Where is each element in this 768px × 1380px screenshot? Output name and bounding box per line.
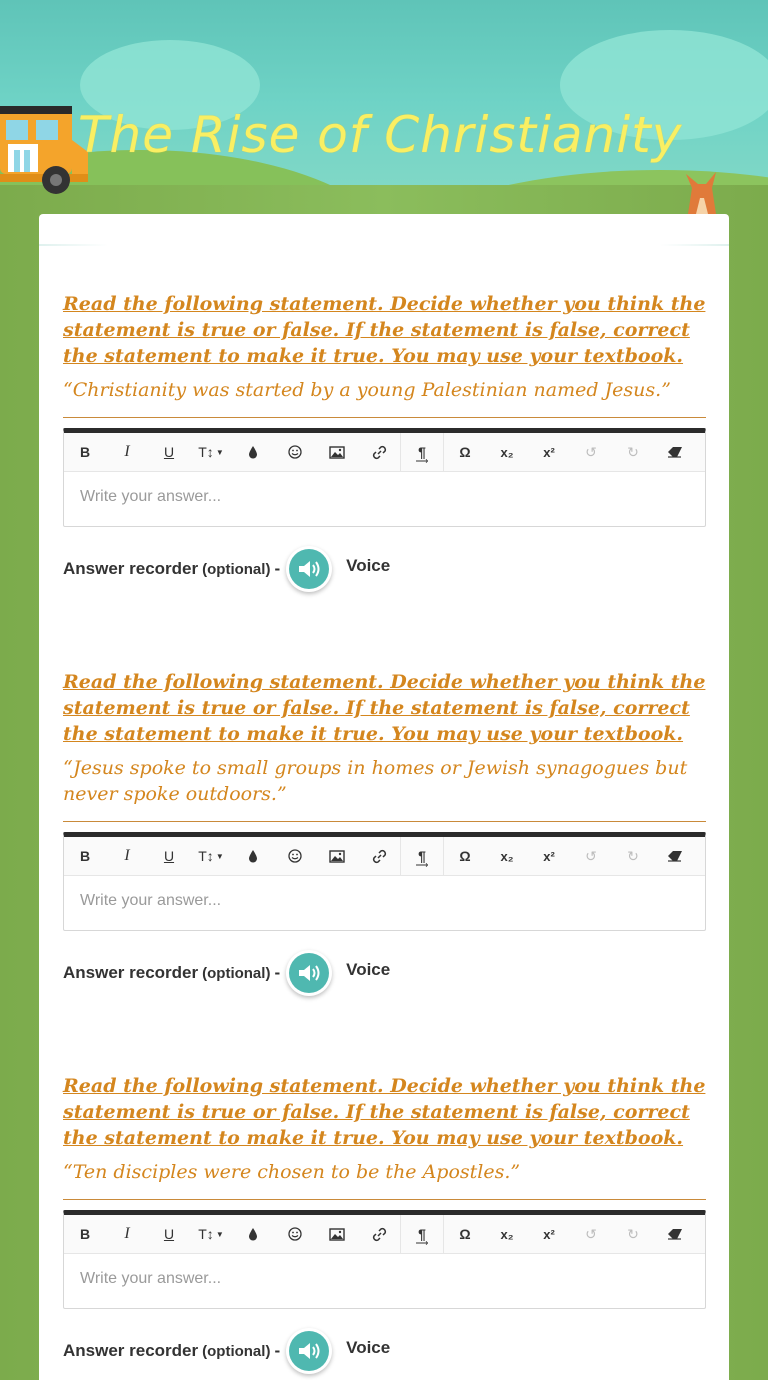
text-size-icon[interactable] — [190, 837, 232, 876]
paragraph-label: ¶ — [418, 444, 426, 460]
recorder-dash: - — [274, 559, 281, 578]
question-2 — [63, 669, 706, 996]
voice-record-button[interactable] — [286, 546, 332, 592]
answer-input[interactable]: Write your answer... — [80, 892, 222, 909]
question-3 — [63, 1073, 706, 1374]
underline-icon[interactable]: U — [163, 444, 175, 460]
speaker-icon — [289, 953, 329, 993]
emoji-icon[interactable] — [274, 433, 316, 472]
superscript-icon[interactable]: x² — [543, 1226, 555, 1242]
answer-input[interactable]: Write your answer... — [80, 488, 222, 505]
answer-recorder — [63, 950, 706, 996]
recorder-label: Answer recorder — [63, 559, 199, 578]
link-icon[interactable] — [358, 837, 400, 876]
bold-icon[interactable]: B — [79, 1226, 91, 1242]
subscript-icon[interactable]: x₂ — [500, 1226, 514, 1242]
question-instruction: Read the following statement. Decide whether you think the statement is true or false. If the statement is false, correct the statement to make it true. You may use your textbook. — [63, 293, 706, 367]
superscript-icon[interactable]: x² — [543, 848, 555, 864]
speaker-icon — [289, 1331, 329, 1371]
undo-icon[interactable]: ↺ — [585, 847, 597, 864]
recorder-optional: (optional) — [202, 964, 271, 982]
answer-input[interactable]: Write your answer... — [80, 1270, 222, 1287]
undo-icon[interactable]: ↺ — [585, 443, 597, 460]
undo-icon[interactable]: ↺ — [585, 1225, 597, 1242]
recorder-label: Answer recorder — [63, 1341, 199, 1360]
arrow-right-icon: ⟶ — [415, 455, 429, 466]
card-divider — [39, 244, 729, 246]
recorder-optional: (optional) — [202, 1342, 271, 1360]
fox-icon — [682, 170, 722, 214]
italic-icon[interactable]: I — [124, 1225, 130, 1242]
superscript-icon[interactable]: x² — [543, 444, 555, 460]
link-icon[interactable] — [358, 1215, 400, 1254]
answer-editor — [63, 428, 706, 527]
bold-icon[interactable]: B — [79, 848, 91, 864]
answer-recorder — [63, 546, 706, 592]
caret-down-icon: ▼ — [215, 851, 224, 861]
subscript-icon[interactable]: x₂ — [500, 848, 514, 864]
paragraph-label: ¶ — [418, 848, 426, 864]
recorder-label: Answer recorder — [63, 963, 199, 982]
image-icon[interactable] — [316, 1215, 358, 1254]
special-char-icon[interactable]: Ω — [459, 444, 471, 460]
paragraph-label: ¶ — [418, 1226, 426, 1242]
arrow-right-icon: ⟶ — [415, 1237, 429, 1248]
redo-icon[interactable]: ↻ — [627, 1225, 639, 1242]
voice-label: Voice — [346, 960, 391, 979]
paragraph-icon[interactable] — [401, 837, 443, 876]
caret-down-icon: ▼ — [215, 1229, 224, 1239]
voice-record-button[interactable] — [286, 950, 332, 996]
redo-icon[interactable]: ↻ — [627, 443, 639, 460]
special-char-icon[interactable]: Ω — [459, 1226, 471, 1242]
underline-icon[interactable]: U — [163, 848, 175, 864]
text-size-label: T↕ — [198, 1226, 214, 1242]
page-title: The Rise of Christianity — [78, 106, 683, 164]
recorder-dash: - — [274, 963, 281, 982]
arrow-right-icon: ⟶ — [415, 859, 429, 870]
color-drop-icon[interactable] — [232, 1215, 274, 1254]
eraser-icon[interactable] — [654, 433, 696, 472]
recorder-dash: - — [274, 1341, 281, 1360]
redo-icon[interactable]: ↻ — [627, 847, 639, 864]
italic-icon[interactable]: I — [124, 847, 130, 864]
text-size-label: T↕ — [198, 444, 214, 460]
speaker-icon — [289, 549, 329, 589]
emoji-icon[interactable] — [274, 837, 316, 876]
caret-down-icon: ▼ — [215, 447, 224, 457]
question-instruction: Read the following statement. Decide whether you think the statement is true or false. If the statement is false, correct the statement to make it true. You may use your textbook. — [63, 1075, 706, 1149]
image-icon[interactable] — [316, 433, 358, 472]
question-statement: “Ten disciples were chosen to be the Apostles.” — [63, 1159, 706, 1200]
eraser-icon[interactable] — [654, 837, 696, 876]
eraser-icon[interactable] — [654, 1215, 696, 1254]
italic-icon[interactable]: I — [124, 443, 130, 460]
question-statement: “Christianity was started by a young Palestinian named Jesus.” — [63, 377, 706, 418]
text-size-icon[interactable] — [190, 1215, 232, 1254]
color-drop-icon[interactable] — [232, 837, 274, 876]
question-instruction: Read the following statement. Decide whether you think the statement is true or false. If the statement is false, correct the statement to make it true. You may use your textbook. — [63, 671, 706, 745]
color-drop-icon[interactable] — [232, 433, 274, 472]
underline-icon[interactable]: U — [163, 1226, 175, 1242]
editor-toolbar — [64, 433, 705, 472]
voice-label: Voice — [346, 556, 391, 575]
paragraph-icon[interactable] — [401, 1215, 443, 1254]
editor-toolbar — [64, 837, 705, 876]
special-char-icon[interactable]: Ω — [459, 848, 471, 864]
emoji-icon[interactable] — [274, 1215, 316, 1254]
question-1 — [63, 291, 706, 592]
bold-icon[interactable]: B — [79, 444, 91, 460]
question-statement: “Jesus spoke to small groups in homes or Jewish synagogues but never spoke outdoors.” — [63, 755, 706, 822]
subscript-icon[interactable]: x₂ — [500, 444, 514, 460]
editor-toolbar — [64, 1215, 705, 1254]
voice-record-button[interactable] — [286, 1328, 332, 1374]
answer-editor — [63, 832, 706, 931]
answer-recorder — [63, 1328, 706, 1374]
voice-label: Voice — [346, 1338, 391, 1357]
text-size-icon[interactable] — [190, 433, 232, 472]
answer-editor — [63, 1210, 706, 1309]
recorder-optional: (optional) — [202, 560, 271, 578]
text-size-label: T↕ — [198, 848, 214, 864]
link-icon[interactable] — [358, 433, 400, 472]
image-icon[interactable] — [316, 837, 358, 876]
worksheet-card — [39, 214, 729, 1380]
paragraph-icon[interactable] — [401, 433, 443, 472]
